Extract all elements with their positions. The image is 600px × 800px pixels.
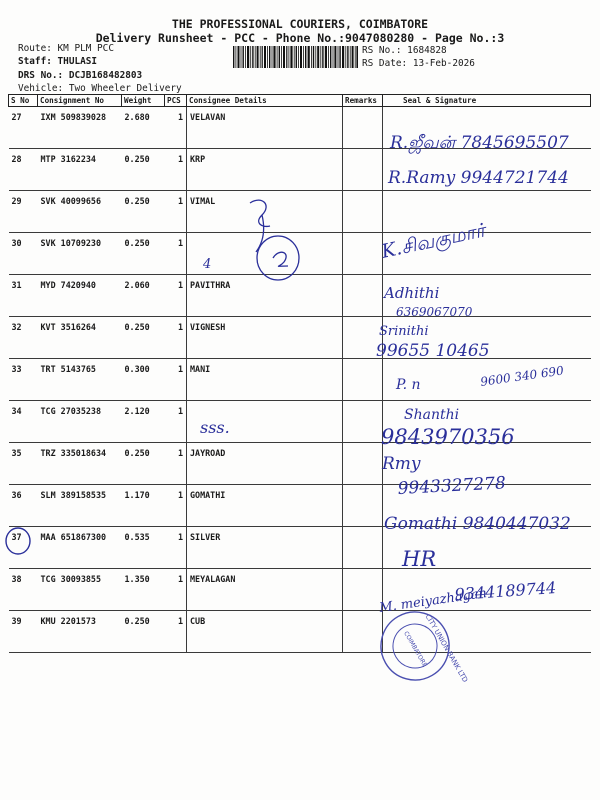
cell-consignee: MEYALAGAN [187, 569, 343, 611]
cell-pcs: 1 [165, 569, 187, 611]
cell-consignee: VIMAL [187, 191, 343, 233]
rs-no-label: RS No.: [362, 45, 402, 56]
sig-37: HR [402, 547, 437, 571]
cell-sno: 27 [9, 107, 38, 149]
sig-36: Gomathi 9840447032 [384, 514, 571, 534]
cell-consignee [187, 401, 343, 443]
table-row [9, 191, 591, 233]
table-row [9, 275, 591, 317]
cell-pcs: 1 [165, 275, 187, 317]
table-row [9, 401, 591, 443]
sig-31-phone: 6369067070 [396, 305, 473, 319]
cell-remarks [343, 485, 383, 527]
table-header-row [9, 95, 591, 107]
col-seal: Seal & Signature [383, 95, 591, 107]
drs-line [18, 70, 182, 83]
cell-consignment: KVT 3516264 [38, 317, 122, 359]
document-subtitle: Delivery Runsheet - PCC - Phone No.:9047080280 - Page No.:3 [95, 31, 505, 45]
cell-weight: 0.250 [122, 443, 165, 485]
rs-date-value: 13-Feb-2026 [412, 57, 475, 69]
sig-35: Rmy [382, 454, 421, 474]
sig-32-phone: 99655 10465 [376, 341, 490, 361]
cell-seal [383, 527, 591, 569]
cell-consignee: VELAVAN [187, 107, 343, 149]
cell-remarks [343, 443, 383, 485]
cell-consignment: TRT 5143765 [38, 359, 122, 401]
cell-sno: 31 [9, 275, 38, 317]
sig-31: Adhithi [384, 284, 440, 302]
staff-line [18, 56, 182, 69]
cell-consignment: TCG 30093855 [38, 569, 122, 611]
cell-sno: 33 [9, 359, 38, 401]
sig-34: Shanthi [404, 407, 460, 423]
route-value: KM PLM PCC [57, 43, 114, 54]
cell-seal [383, 317, 591, 359]
cell-seal [383, 443, 591, 485]
cell-weight: 1.350 [122, 569, 165, 611]
document-title: THE PROFESSIONAL COURIERS, COIMBATORE [171, 17, 429, 31]
table-row [9, 149, 591, 191]
meta-left [18, 43, 182, 95]
cell-pcs: 1 [165, 191, 187, 233]
cell-weight: 1.170 [122, 485, 165, 527]
cell-seal [383, 485, 591, 527]
cell-consignee: KRP [187, 149, 343, 191]
stamp-center-text: COIMBATORE [402, 630, 429, 669]
barcode [233, 46, 358, 68]
cell-consignee: JAYROAD [187, 443, 343, 485]
stamp-text: CITY UNION BANK LTD [423, 612, 470, 684]
cell-remarks [343, 317, 383, 359]
cell-seal [383, 233, 591, 275]
cell-pcs: 1 [165, 107, 187, 149]
cell-weight: 2.120 [122, 401, 165, 443]
cell-pcs: 1 [165, 401, 187, 443]
meta-right [362, 45, 475, 70]
cell-pcs: 1 [165, 443, 187, 485]
table-row [9, 569, 591, 611]
cell-remarks [343, 401, 383, 443]
cell-sno: 37 [9, 527, 38, 569]
sig-32: Srinithi [379, 324, 429, 339]
cell-seal [383, 275, 591, 317]
sig-33-phone: 9600 340 690 [479, 363, 565, 389]
table-row [9, 485, 591, 527]
vehicle-label: Vehicle: [18, 82, 64, 94]
sig-30-name: K.சிவகுமார் [379, 219, 487, 263]
rs-date-line [362, 58, 475, 71]
table-row [9, 443, 591, 485]
col-consignment: Consignment No [38, 95, 122, 107]
route-label: Route: [18, 43, 52, 54]
rs-date-label: RS Date: [362, 57, 408, 69]
cell-consignee: SILVER [187, 527, 343, 569]
drs-value: DCJB168482803 [68, 70, 143, 81]
rs-no-value: 1684828 [407, 45, 447, 56]
cell-seal [383, 569, 591, 611]
cell-consignment: KMU 2201573 [38, 611, 122, 653]
cell-weight: 0.250 [122, 149, 165, 191]
cell-consignee: PAVITHRA [187, 275, 343, 317]
cell-seal [383, 191, 591, 233]
cell-seal [383, 401, 591, 443]
table-row [9, 233, 591, 275]
cell-pcs: 1 [165, 527, 187, 569]
cell-sno: 39 [9, 611, 38, 653]
cell-sno: 29 [9, 191, 38, 233]
cell-remarks [343, 149, 383, 191]
cell-seal [383, 611, 591, 653]
cell-consignee: VIGNESH [187, 317, 343, 359]
col-sno: S No [9, 95, 38, 107]
cell-remarks [343, 107, 383, 149]
cell-consignment: IXM 509839028 [38, 107, 122, 149]
col-pcs: PCS [165, 95, 187, 107]
sig-38: M. meiyazhagan [378, 586, 488, 616]
table-row [9, 107, 591, 149]
cell-seal [383, 149, 591, 191]
cell-consignee: MANI [187, 359, 343, 401]
cell-remarks [343, 527, 383, 569]
consignment-table [8, 94, 591, 653]
sig-30-mark: 4 [203, 257, 212, 272]
cell-weight: 2.060 [122, 275, 165, 317]
sig-35-phone: 9943327278 [397, 473, 507, 499]
cell-pcs: 1 [165, 485, 187, 527]
cell-sno: 36 [9, 485, 38, 527]
cell-remarks [343, 569, 383, 611]
cell-consignment: SLM 389158535 [38, 485, 122, 527]
cell-consignee: GOMATHI [187, 485, 343, 527]
cell-pcs: 1 [165, 149, 187, 191]
cell-weight: 0.535 [122, 527, 165, 569]
cell-remarks [343, 611, 383, 653]
cell-sno: 35 [9, 443, 38, 485]
cell-pcs: 1 [165, 233, 187, 275]
table-row [9, 527, 591, 569]
cell-remarks [343, 233, 383, 275]
cell-consignee [187, 233, 343, 275]
sig-38-phone: 9344189744 [453, 577, 557, 604]
cell-sno: 34 [9, 401, 38, 443]
cell-consignee: CUB [187, 611, 343, 653]
sig-34-phone: 9843970356 [381, 425, 515, 449]
cell-sno: 38 [9, 569, 38, 611]
col-consignee: Consignee Details [187, 95, 343, 107]
cell-sno: 28 [9, 149, 38, 191]
sig-34-mark: sss. [200, 418, 230, 437]
table-row [9, 611, 591, 653]
cell-pcs: 1 [165, 611, 187, 653]
cell-seal [383, 107, 591, 149]
cell-weight: 0.250 [122, 191, 165, 233]
cell-consignment: SVK 10709230 [38, 233, 122, 275]
cell-remarks [343, 359, 383, 401]
route-line [18, 43, 182, 56]
cell-sno: 32 [9, 317, 38, 359]
col-weight: Weight [122, 95, 165, 107]
cell-consignment: SVK 40099656 [38, 191, 122, 233]
drs-label: DRS No.: [18, 70, 64, 81]
sig-27: R.ஜீவன் 7845695507 [390, 133, 569, 153]
cell-consignment: TCG 27035238 [38, 401, 122, 443]
vehicle-value: Two Wheeler Delivery [68, 82, 182, 94]
cell-consignment: MYD 7420940 [38, 275, 122, 317]
cell-weight: 2.680 [122, 107, 165, 149]
cell-weight: 0.250 [122, 233, 165, 275]
rs-no-line [362, 45, 475, 58]
cell-weight: 0.300 [122, 359, 165, 401]
cell-remarks [343, 275, 383, 317]
cell-sno: 30 [9, 233, 38, 275]
staff-label: Staff: [18, 55, 52, 67]
cell-pcs: 1 [165, 317, 187, 359]
cell-consignment: MTP 3162234 [38, 149, 122, 191]
table-row [9, 317, 591, 359]
cell-consignment: MAA 651867300 [38, 527, 122, 569]
cell-remarks [343, 191, 383, 233]
cell-consignment: TRZ 335018634 [38, 443, 122, 485]
cell-seal [383, 359, 591, 401]
sig-28: R.Ramy 9944721744 [388, 168, 569, 188]
sig-33: P. n [396, 377, 421, 393]
col-remarks: Remarks [343, 95, 383, 107]
cell-weight: 0.250 [122, 317, 165, 359]
staff-value: THULASI [57, 55, 98, 67]
cell-pcs: 1 [165, 359, 187, 401]
table-row [9, 359, 591, 401]
cell-weight: 0.250 [122, 611, 165, 653]
